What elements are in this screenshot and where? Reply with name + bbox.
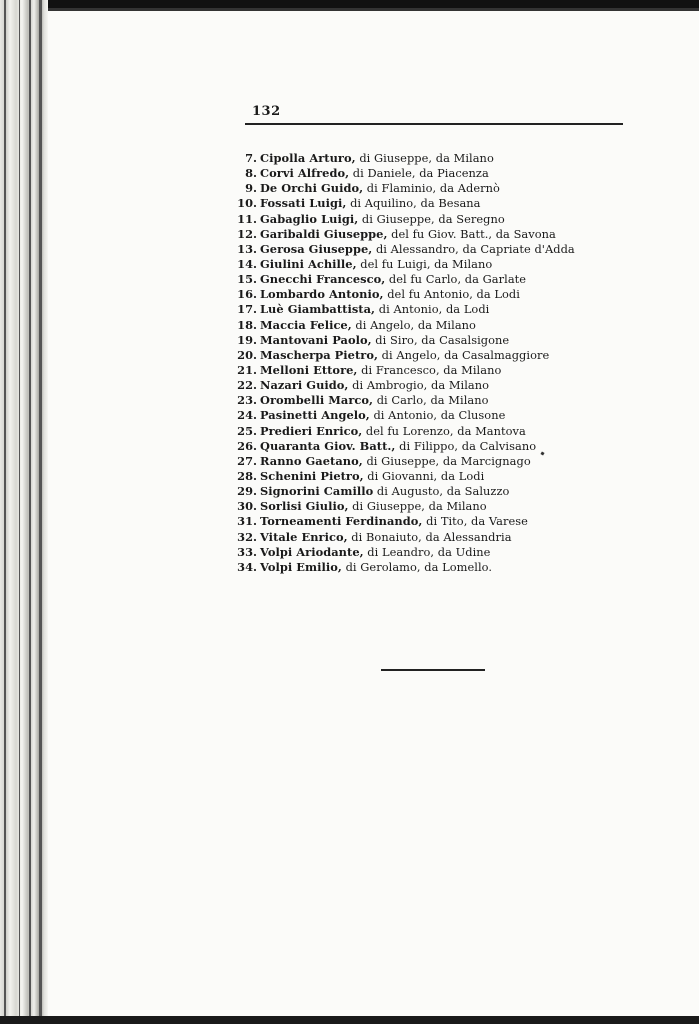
entry-text [260, 439, 536, 454]
entry-details: del fu Giov. Batt., da Savona [387, 226, 556, 241]
entry-number: 13. [237, 241, 257, 256]
entry-details: del fu Lorenzo, da Mantova [362, 423, 526, 438]
entry-details: di Daniele, da Piacenza [349, 166, 489, 181]
entry-text [260, 302, 489, 317]
entry-details: del fu Carlo, da Garlate [385, 272, 527, 287]
list-item [232, 242, 575, 257]
entry-text [260, 408, 505, 423]
entry-details: di Antonio, da Clusone [369, 408, 506, 423]
entry-number: 32. [237, 529, 257, 544]
entry-text [260, 227, 556, 242]
entry-name: Schenini Pietro, [260, 468, 364, 483]
entry-details: del fu Antonio, da Lodi [383, 287, 520, 302]
list-item [232, 181, 575, 196]
entry-number: 7. [245, 151, 257, 165]
entry-text [260, 378, 489, 393]
entry-number: 33. [237, 544, 257, 559]
entry-number: 31. [237, 514, 257, 529]
entry-text [260, 257, 492, 272]
entry-number: 25. [237, 423, 257, 438]
entry-details: di Aquilino, da Besana [346, 196, 481, 211]
list-item [232, 318, 575, 333]
entry-details: di Angelo, da Milano [351, 317, 476, 332]
page-number: 132 [252, 104, 281, 119]
list-item [232, 363, 575, 378]
entry-details: di Siro, da Casalsigone [371, 332, 510, 347]
entry-text [260, 393, 489, 408]
entry-name: Fossati Luigi, [260, 196, 347, 211]
entry-number: 17. [237, 302, 257, 317]
entry-number: 10. [237, 196, 257, 211]
entry-text [260, 363, 501, 378]
list-item [232, 499, 575, 514]
entry-details: di Francesco, da Milano [357, 362, 502, 377]
list-item [232, 393, 575, 408]
entry-name: Cipolla Arturo, [260, 151, 356, 165]
list-item [232, 166, 575, 181]
list-item [232, 333, 575, 348]
entry-text [260, 469, 484, 484]
entry-number: 18. [237, 317, 257, 332]
entry-name: Giulini Achille, [260, 256, 357, 271]
entry-name: Gabaglio Luigi, [260, 211, 359, 226]
entry-number: 23. [237, 393, 257, 408]
entry-details: di Carlo, da Milano [373, 393, 489, 408]
entry-details: di Bonaiuto, da Alessandria [347, 529, 512, 544]
entry-text [260, 514, 528, 529]
entry-name: Garibaldi Giuseppe, [260, 226, 388, 241]
entry-number: 12. [237, 226, 257, 241]
entry-name: Torneamenti Ferdinando, [260, 514, 423, 529]
entry-details: di Leandro, da Udine [363, 544, 491, 559]
list-item [232, 348, 575, 363]
entry-number: 16. [237, 287, 257, 302]
entry-name: Maccia Felice, [260, 317, 352, 332]
entry-name: Nazari Guido, [260, 378, 349, 393]
entry-number: 27. [237, 453, 257, 468]
entry-details: di Flaminio, da Adernò [363, 181, 500, 196]
list-item [232, 469, 575, 484]
entry-number: 11. [237, 211, 257, 226]
entry-text [260, 484, 509, 499]
entry-details: di Ambrogio, da Milano [348, 378, 490, 393]
entry-details: di Giuseppe, da Milano [355, 151, 494, 165]
entry-text [260, 454, 531, 469]
list-item [232, 424, 575, 439]
entry-number: 30. [237, 499, 257, 514]
entry-number: 22. [237, 378, 257, 393]
name-list [232, 151, 575, 575]
entry-name: Lombardo Antonio, [260, 287, 384, 302]
entry-text [260, 181, 500, 196]
list-item [232, 545, 575, 560]
entry-name: Ranno Gaetano, [260, 453, 363, 468]
list-item [232, 378, 575, 393]
entry-text [260, 530, 512, 545]
entry-number: 9. [245, 181, 257, 196]
entry-details: di Angelo, da Casalmaggiore [378, 347, 550, 362]
entry-number: 24. [237, 408, 257, 423]
list-item [232, 514, 575, 529]
entry-text [260, 499, 487, 514]
entry-name: Quaranta Giov. Batt., [260, 438, 396, 453]
entry-name: Mascherpa Pietro, [260, 347, 378, 362]
list-item [232, 439, 575, 454]
entry-text [260, 287, 520, 302]
top-border-rule [40, 8, 699, 11]
entry-name: Gnecchi Francesco, [260, 272, 386, 287]
list-item [232, 212, 575, 227]
entry-details: di Giuseppe, da Seregno [358, 211, 505, 226]
list-item [232, 287, 575, 302]
entry-name: Pasinetti Angelo, [260, 408, 370, 423]
list-item [232, 484, 575, 499]
entry-name: Gerosa Giuseppe, [260, 241, 373, 256]
entry-details: del fu Luigi, da Milano [356, 256, 493, 271]
entry-name: Melloni Ettore, [260, 362, 358, 377]
entry-text [260, 333, 509, 348]
entry-details: di Filippo, da Calvisano [395, 438, 537, 453]
entry-number: 20. [237, 347, 257, 362]
entry-text [260, 242, 575, 257]
entry-number: 15. [237, 272, 257, 287]
entry-details: di Giovanni, da Lodi [363, 468, 485, 483]
entry-number: 19. [237, 332, 257, 347]
book-spine [0, 0, 48, 1024]
list-item [232, 272, 575, 287]
spine-edge-line [4, 0, 6, 1024]
entry-details: di Antonio, da Lodi [375, 302, 490, 317]
list-item [232, 408, 575, 423]
entry-name: Signorini Camillo [260, 484, 374, 499]
spine-edge-line [29, 0, 31, 1024]
entry-details: di Alessandro, da Capriate d'Adda [372, 241, 575, 256]
entry-details: di Gerolamo, da Lomello. [341, 559, 493, 574]
entry-name: Corvi Alfredo, [260, 166, 350, 181]
entry-number: 14. [237, 256, 257, 271]
spine-edge-line [19, 0, 20, 1024]
entry-text [260, 318, 476, 333]
list-item [232, 151, 575, 166]
entry-name: Vitale Enrico, [260, 529, 348, 544]
entry-details: di Giuseppe, da Milano [348, 499, 487, 514]
entry-name: Volpi Emilio, [260, 559, 342, 574]
list-item [232, 530, 575, 545]
list-item [232, 257, 575, 272]
bottom-border [0, 1016, 699, 1024]
entry-number: 21. [237, 362, 257, 377]
entry-text [260, 560, 492, 575]
entry-name: Sorlisi Giulio, [260, 499, 349, 514]
entry-text [260, 166, 489, 181]
entry-number: 34. [237, 559, 257, 574]
end-rule [381, 669, 485, 671]
list-item [232, 227, 575, 242]
entry-text [260, 212, 505, 227]
entry-text [260, 424, 526, 439]
list-item [232, 454, 575, 469]
header-rule [245, 123, 623, 125]
entry-number: 26. [237, 438, 257, 453]
entry-details: di Tito, da Varese [422, 514, 528, 529]
entry-name: Volpi Ariodante, [260, 544, 364, 559]
spine-edge-line [39, 0, 42, 1024]
entry-text [260, 272, 526, 287]
entry-details: di Augusto, da Saluzzo [373, 484, 510, 499]
entry-text [260, 151, 494, 166]
entry-details: di Giuseppe, da Marcignago [362, 453, 531, 468]
entry-name: Orombelli Marco, [260, 393, 374, 408]
list-item [232, 196, 575, 211]
entry-text [260, 348, 549, 363]
entry-name: Mantovani Paolo, [260, 332, 372, 347]
entry-name: Predieri Enrico, [260, 423, 363, 438]
entry-text [260, 545, 490, 560]
entry-name: Luè Giambattista, [260, 302, 376, 317]
entry-name: De Orchi Guido, [260, 181, 364, 196]
list-item [232, 302, 575, 317]
list-item [232, 560, 575, 575]
entry-number: 28. [237, 468, 257, 483]
entry-number: 29. [237, 484, 257, 499]
entry-text [260, 196, 481, 211]
entry-number: 8. [245, 166, 257, 181]
